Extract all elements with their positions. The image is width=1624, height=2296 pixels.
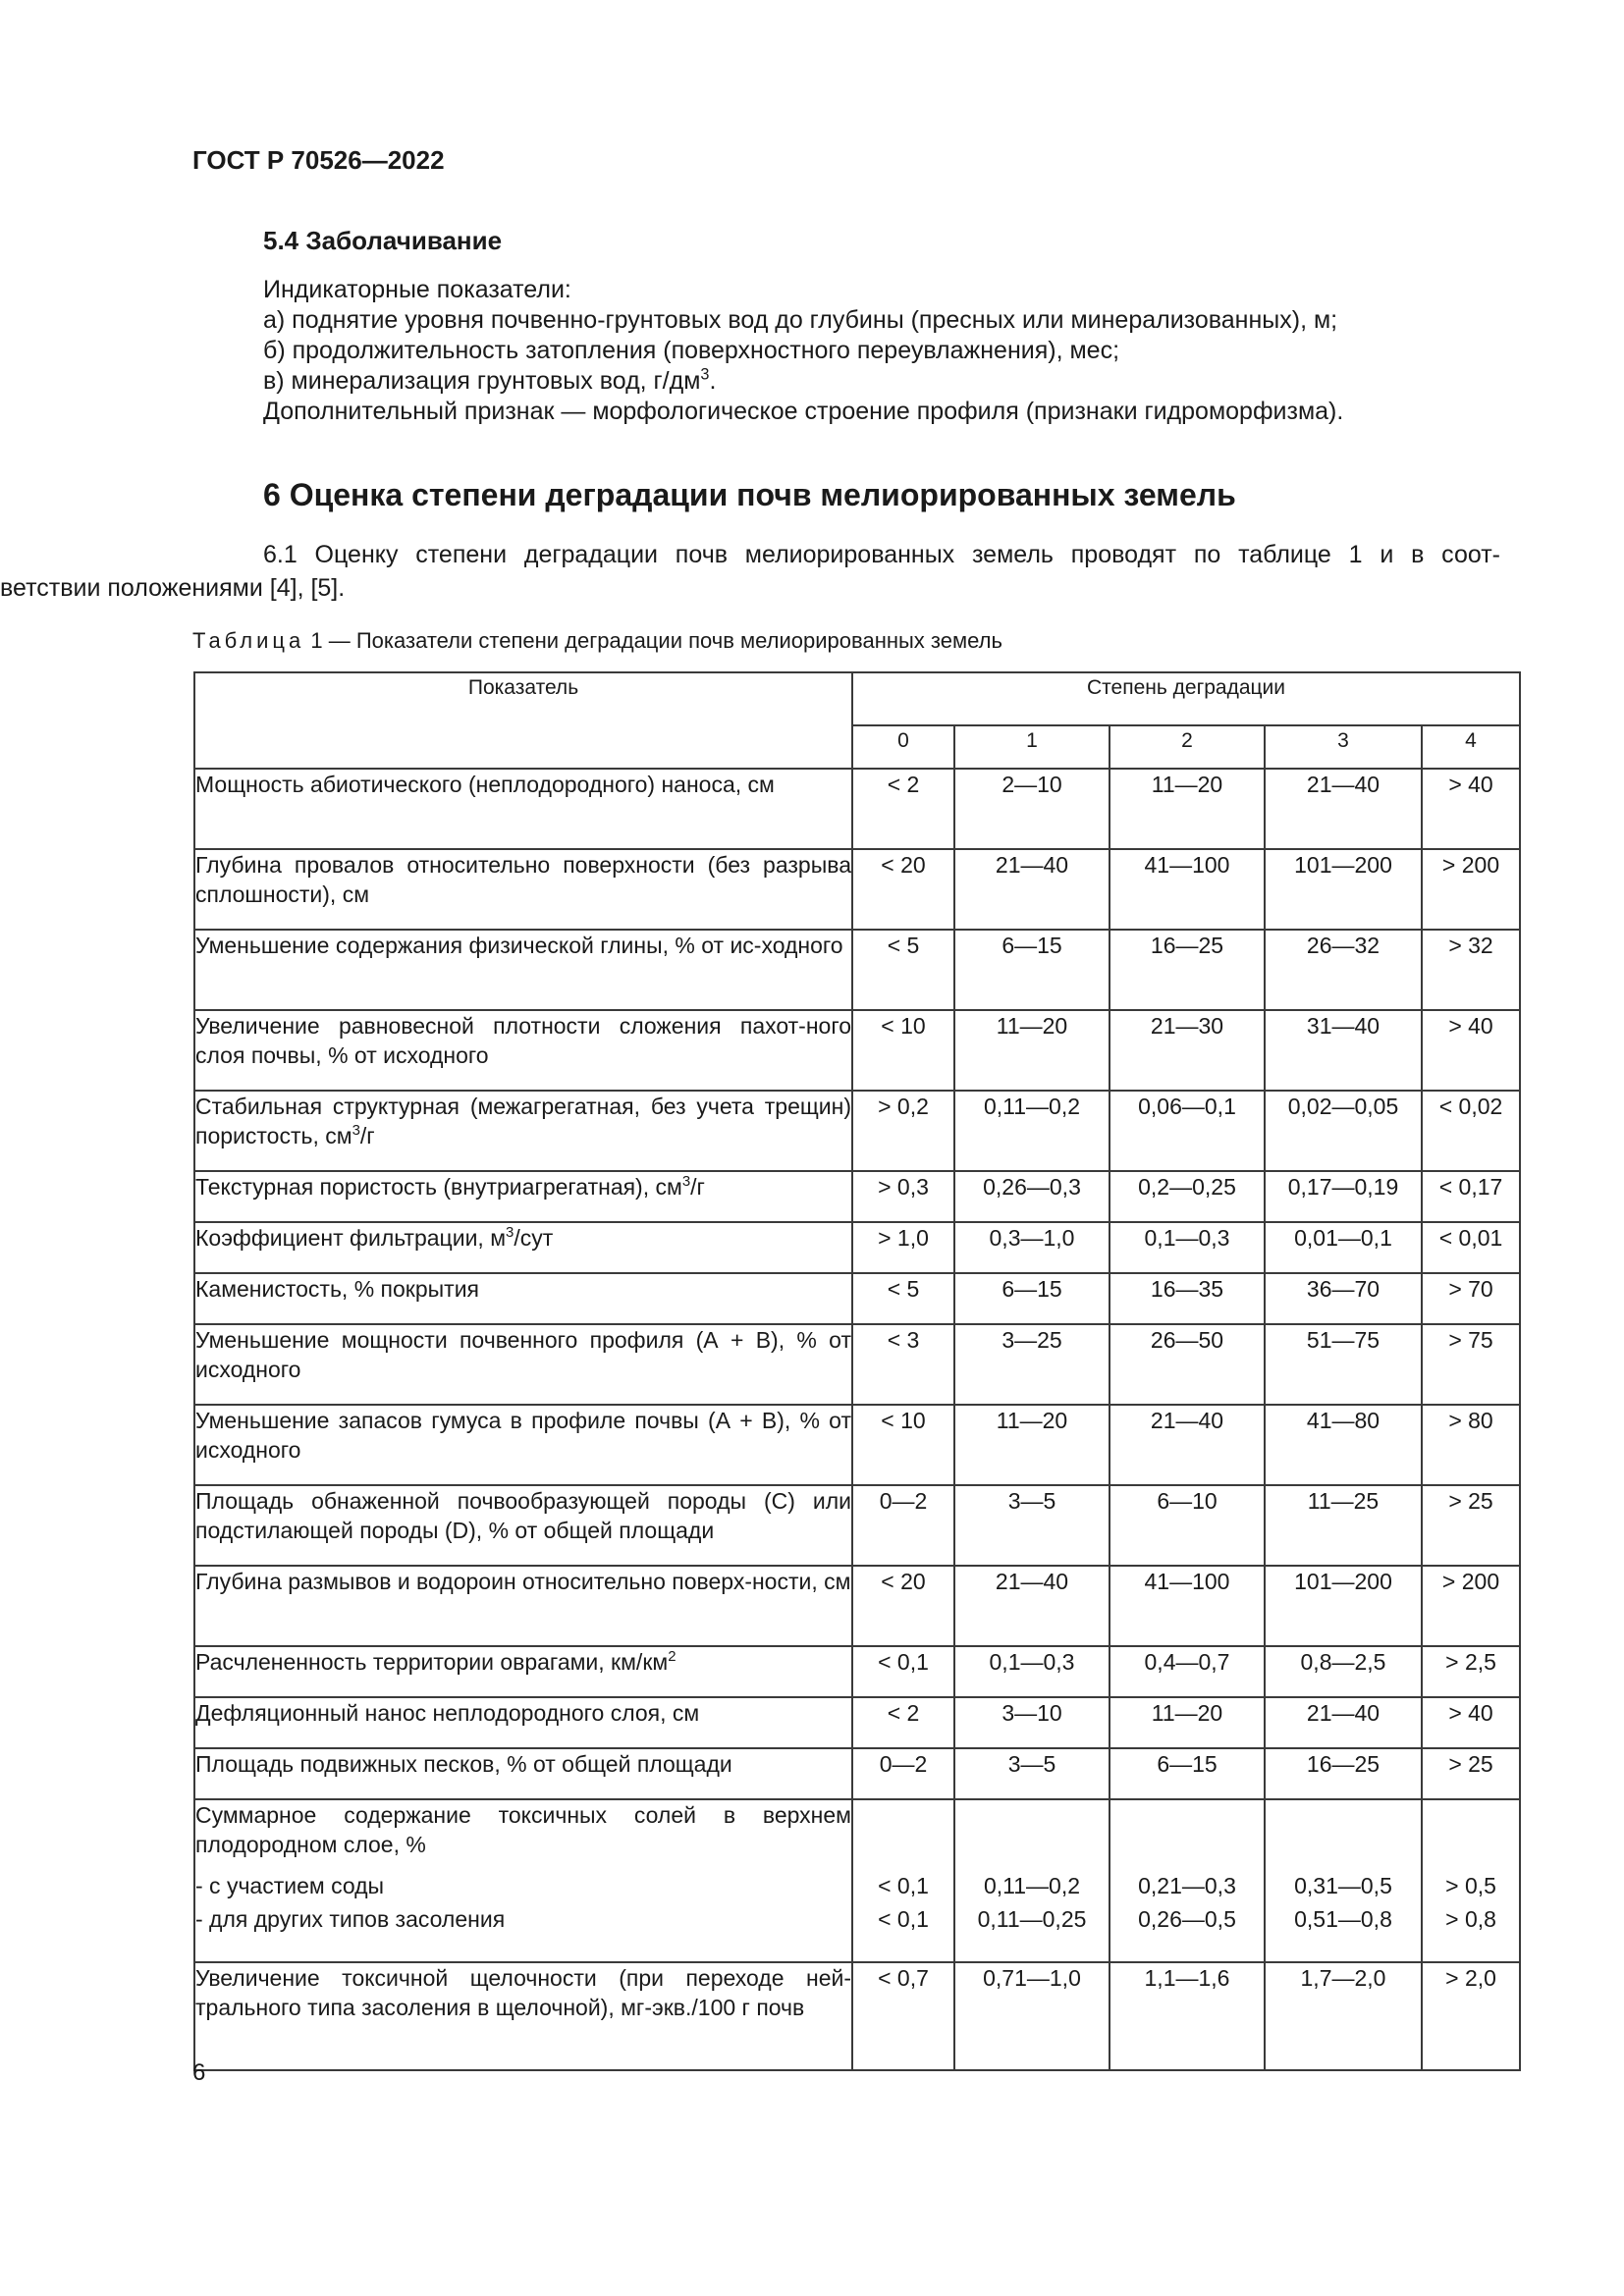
value-cell: 0,11—0,2 0,11—0,25 xyxy=(954,1799,1110,1962)
value-cell: 0,1—0,3 xyxy=(954,1646,1110,1697)
value-cell: < 3 xyxy=(852,1324,954,1405)
value-cell: 101—200 xyxy=(1265,1566,1422,1646)
indicator-cell: Коэффициент фильтрации, $м^3$/сут xyxy=(194,1222,852,1273)
value-cell: > 40 xyxy=(1422,1010,1520,1091)
indicator-cell: Увеличение токсичной щелочности (при переходе ней-трального типа засоления в щелочной), мг-экв./100 г почв xyxy=(194,1962,852,2070)
indicator-cell: Уменьшение содержания физической глины, % от ис-ходного xyxy=(194,930,852,1010)
degree-3: 3 xyxy=(1265,725,1422,769)
value-cell: 3—10 xyxy=(954,1697,1110,1748)
value-cell: > 75 xyxy=(1422,1324,1520,1405)
value-cell: 0,1—0,3 xyxy=(1110,1222,1265,1273)
value-cell: 0,71—1,0 xyxy=(954,1962,1110,2070)
section-5-4-title: 5.4 Заболачивание xyxy=(263,226,503,255)
table-row xyxy=(194,1485,1520,1566)
degree-4: 4 xyxy=(1422,725,1520,769)
value-cell: 36—70 xyxy=(1265,1273,1422,1324)
value-cell: > 1,0 xyxy=(852,1222,954,1273)
value-cell: 41—100 xyxy=(1110,849,1265,930)
paragraph-6-1 xyxy=(0,538,1500,605)
value-cell: 0,17—0,19 xyxy=(1265,1171,1422,1222)
value-cell: 21—40 xyxy=(954,849,1110,930)
value-cell: 11—20 xyxy=(1110,769,1265,849)
value-cell: 21—40 xyxy=(1265,769,1422,849)
page-number: 6 xyxy=(192,2059,206,2086)
value-cell: 11—20 xyxy=(954,1010,1110,1091)
indicator-a: а) поднятие уровня почвенно-грунтовых вод до глубины (пресных или минерализованных), м; xyxy=(263,306,1338,334)
indicator-cell: Глубина размывов и водороин относительно поверх-ности, см xyxy=(194,1566,852,1646)
value-cell: > 0,5 > 0,8 xyxy=(1422,1799,1520,1962)
value-cell: < 0,1 xyxy=(852,1646,954,1697)
value-cell: 0—2 xyxy=(852,1485,954,1566)
value-cell: 1,1—1,6 xyxy=(1110,1962,1265,2070)
table-row xyxy=(194,849,1520,930)
value-cell: 21—40 xyxy=(954,1566,1110,1646)
value-cell: < 5 xyxy=(852,930,954,1010)
value-cell: 3—5 xyxy=(954,1485,1110,1566)
value-cell: 0,11—0,2 xyxy=(954,1091,1110,1171)
value-cell: 16—25 xyxy=(1265,1748,1422,1799)
value-cell: < 5 xyxy=(852,1273,954,1324)
value-cell: 51—75 xyxy=(1265,1324,1422,1405)
indicator-cell: Уменьшение запасов гумуса в профиле почвы (А + В), % от исходного xyxy=(194,1405,852,1485)
table-row xyxy=(194,1324,1520,1405)
value-cell: 6—10 xyxy=(1110,1485,1265,1566)
value-cell: < 0,02 xyxy=(1422,1091,1520,1171)
indicator-cell: Уменьшение мощности почвенного профиля (А + В), % от исходного xyxy=(194,1324,852,1405)
salt-sub-label-soda: - с участием соды xyxy=(195,1873,385,1898)
value-cell: 41—80 xyxy=(1265,1405,1422,1485)
value-cell: 0,02—0,05 xyxy=(1265,1091,1422,1171)
value-cell: < 0,7 xyxy=(852,1962,954,2070)
value-cell: < 10 xyxy=(852,1405,954,1485)
degree-0: 0 xyxy=(852,725,954,769)
value-cell: < 0,17 xyxy=(1422,1171,1520,1222)
value-cell: < 0,1 < 0,1 xyxy=(852,1799,954,1962)
indicator-cell: Площадь подвижных песков, % от общей площади xyxy=(194,1748,852,1799)
table-row xyxy=(194,1646,1520,1697)
table-row xyxy=(194,1171,1520,1222)
value-cell: < 20 xyxy=(852,1566,954,1646)
value-cell: > 2,5 xyxy=(1422,1646,1520,1697)
value-cell: 0,26—0,3 xyxy=(954,1171,1110,1222)
value-cell: 16—35 xyxy=(1110,1273,1265,1324)
degradation-table xyxy=(193,671,1521,2071)
value-cell: 0,06—0,1 xyxy=(1110,1091,1265,1171)
indicator-cell: Расчлененность территории оврагами, $км/км^2$ xyxy=(194,1646,852,1697)
value-cell: < 2 xyxy=(852,1697,954,1748)
value-cell: > 80 xyxy=(1422,1405,1520,1485)
value-cell: < 2 xyxy=(852,769,954,849)
value-cell: < 10 xyxy=(852,1010,954,1091)
value-cell: 26—50 xyxy=(1110,1324,1265,1405)
value-cell: > 70 xyxy=(1422,1273,1520,1324)
value-cell: 26—32 xyxy=(1265,930,1422,1010)
value-cell: 11—20 xyxy=(954,1405,1110,1485)
value-cell: 6—15 xyxy=(954,930,1110,1010)
value-cell: 41—100 xyxy=(1110,1566,1265,1646)
col-header-degree: Степень деградации xyxy=(852,672,1520,725)
value-cell: > 200 xyxy=(1422,849,1520,930)
indicator-cell: Суммарное содержание токсичных солей в верхнем плодородном слое, % - с участием соды - для других типов засоления xyxy=(194,1799,852,1962)
indicator-cell: Площадь обнаженной почвообразующей породы (С) или подстилающей породы (D), % от общей площади xyxy=(194,1485,852,1566)
table-row xyxy=(194,1566,1520,1646)
value-cell: > 2,0 xyxy=(1422,1962,1520,2070)
indicators-intro: Индикаторные показатели: xyxy=(263,276,571,303)
indicator-c: в) минерализация грунтовых вод, $г/дм^3$. xyxy=(263,365,717,395)
value-cell: 21—40 xyxy=(1265,1697,1422,1748)
value-cell: 101—200 xyxy=(1265,849,1422,930)
table-row xyxy=(194,1222,1520,1273)
value-cell: > 25 xyxy=(1422,1748,1520,1799)
value-cell: 16—25 xyxy=(1110,930,1265,1010)
table-row xyxy=(194,1697,1520,1748)
value-cell: 3—5 xyxy=(954,1748,1110,1799)
salt-sub-label-other: - для других типов засоления xyxy=(195,1906,506,1932)
value-cell: 0,2—0,25 xyxy=(1110,1171,1265,1222)
table-row xyxy=(194,769,1520,849)
value-cell: 0,8—2,5 xyxy=(1265,1646,1422,1697)
value-cell: > 25 xyxy=(1422,1485,1520,1566)
table-row-salts xyxy=(194,1799,1520,1962)
value-cell: > 0,2 xyxy=(852,1091,954,1171)
table-row xyxy=(194,930,1520,1010)
indicator-cell: Дефляционный нанос неплодородного слоя, см xyxy=(194,1697,852,1748)
value-cell: 0,3—1,0 xyxy=(954,1222,1110,1273)
additional-sign: Дополнительный признак — морфологическое строение профиля (признаки гидроморфизма). xyxy=(263,398,1344,425)
table-row xyxy=(194,1748,1520,1799)
value-cell: 2—10 xyxy=(954,769,1110,849)
value-cell: > 200 xyxy=(1422,1566,1520,1646)
paragraph-6-1-line-1: 6.1 Оценку степени деградации почв мелиорированных земель проводят по таблице 1 и в соот- xyxy=(263,541,1500,568)
indicator-cell: Каменистость, % покрытия xyxy=(194,1273,852,1324)
document-header: ГОСТ Р 70526—2022 xyxy=(192,145,445,175)
degree-1: 1 xyxy=(954,725,1110,769)
indicator-cell: Увеличение равновесной плотности сложения пахот-ного слоя почвы, % от исходного xyxy=(194,1010,852,1091)
indicator-cell: Мощность абиотического (неплодородного) наноса, см xyxy=(194,769,852,849)
value-cell: > 0,3 xyxy=(852,1171,954,1222)
value-cell: 6—15 xyxy=(954,1273,1110,1324)
indicator-cell: Текстурная пористость (внутриагрегатная), $см^3/г$ xyxy=(194,1171,852,1222)
value-cell: < 20 xyxy=(852,849,954,930)
value-cell: > 40 xyxy=(1422,769,1520,849)
degree-2: 2 xyxy=(1110,725,1265,769)
table-row xyxy=(194,1405,1520,1485)
value-cell: 1,7—2,0 xyxy=(1265,1962,1422,2070)
value-cell: 3—25 xyxy=(954,1324,1110,1405)
value-cell: 11—25 xyxy=(1265,1485,1422,1566)
value-cell: 0,21—0,3 0,26—0,5 xyxy=(1110,1799,1265,1962)
indicator-b: б) продолжительность затопления (поверхностного переувлажнения), мес; xyxy=(263,337,1120,364)
table-row xyxy=(194,1962,1520,2070)
value-cell: 21—30 xyxy=(1110,1010,1265,1091)
paragraph-6-1-line-2: ветствии положениями [4], [5]. xyxy=(0,574,346,602)
value-cell: 0,4—0,7 xyxy=(1110,1646,1265,1697)
table-row xyxy=(194,1273,1520,1324)
col-header-indicator: Показатель xyxy=(194,672,852,769)
indicator-cell: Стабильная структурная (межагрегатная, без учета трещин) пористость, $см^3/г$ xyxy=(194,1091,852,1171)
value-cell: 31—40 xyxy=(1265,1010,1422,1091)
value-cell: > 40 xyxy=(1422,1697,1520,1748)
value-cell: 6—15 xyxy=(1110,1748,1265,1799)
value-cell: 0,31—0,5 0,51—0,8 xyxy=(1265,1799,1422,1962)
value-cell: > 32 xyxy=(1422,930,1520,1010)
value-cell: < 0,01 xyxy=(1422,1222,1520,1273)
value-cell: 21—40 xyxy=(1110,1405,1265,1485)
table-row xyxy=(194,1010,1520,1091)
indicator-cell: Глубина провалов относительно поверхности (без разрыва сплошности), см xyxy=(194,849,852,930)
value-cell: 0,01—0,1 xyxy=(1265,1222,1422,1273)
table-caption: Таблица 1 — Показатели степени деградации почв мелиорированных земель xyxy=(192,628,1002,653)
value-cell: 11—20 xyxy=(1110,1697,1265,1748)
chapter-6-title: 6 Оценка степени деградации почв мелиорированных земель xyxy=(263,477,1236,512)
value-cell: 0—2 xyxy=(852,1748,954,1799)
table-row xyxy=(194,1091,1520,1171)
